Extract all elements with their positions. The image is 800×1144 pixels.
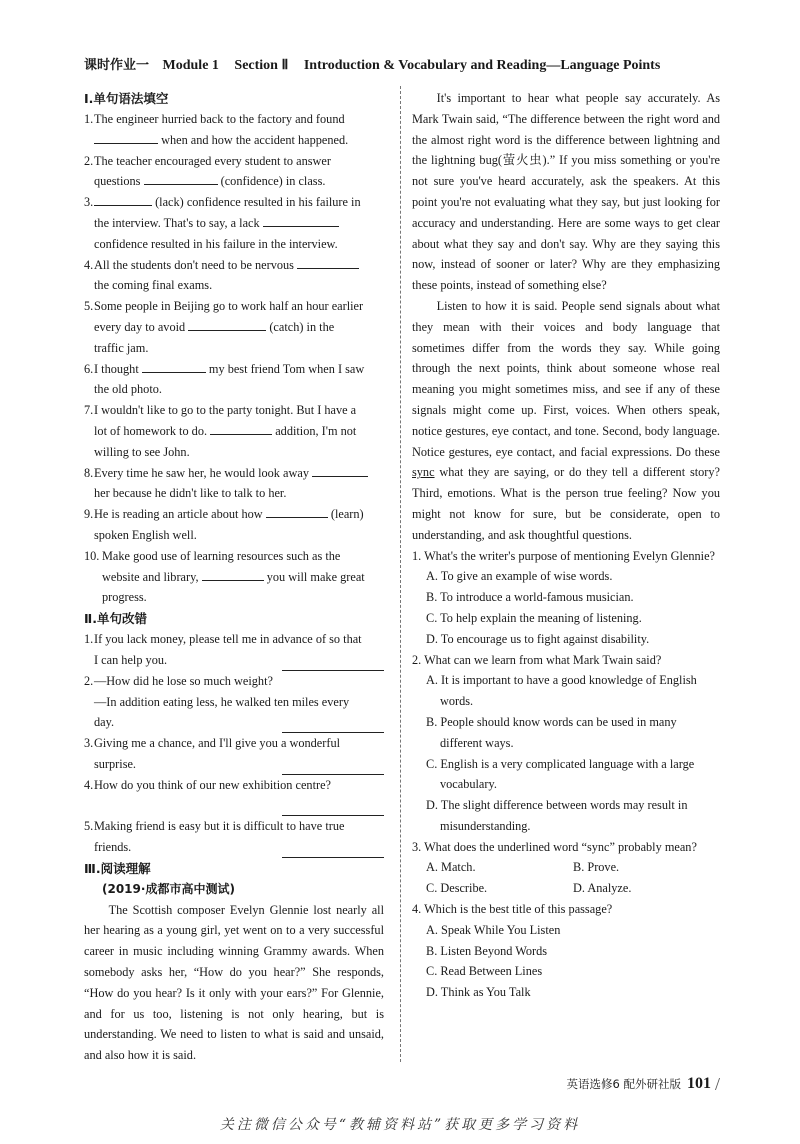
option-1b[interactable]: B. To introduce a world-famous musician. (426, 590, 634, 605)
question-4 (412, 899, 720, 920)
answer-blank[interactable] (297, 256, 359, 269)
p1-item-7 (84, 400, 384, 462)
item-number: 5. (84, 299, 94, 314)
part1-title: Ⅰ.单句语法填空 (84, 91, 169, 106)
p2-item-5 (84, 816, 384, 858)
item-text: How do you think of our new exhibition centre? (94, 777, 332, 792)
header-title: Introduction & Vocabulary and Reading—Language Points (303, 58, 661, 73)
p1-item-9 (84, 504, 384, 546)
answer-blank[interactable] (266, 505, 328, 518)
answer-blank[interactable] (263, 214, 339, 227)
p2-item-2 (84, 671, 384, 733)
underlined-word: sync (412, 465, 435, 480)
header-section: Section Ⅱ (234, 58, 289, 73)
item-text: I wouldn't like to go to the party tonight. But I have a (94, 403, 357, 418)
page-number: 101 (686, 1075, 711, 1092)
option-1c[interactable]: C. To help explain the meaning of listening. (426, 610, 642, 625)
p1-item-8 (84, 463, 384, 505)
item-text: The teacher encouraged every student to answer (94, 153, 331, 168)
item-number: 5. (84, 819, 94, 834)
option-2d[interactable]: D. The slight difference between words may result in misunderstanding. (426, 798, 688, 833)
options-3-row1 (412, 857, 720, 878)
option-4d[interactable]: D. Think as You Talk (426, 985, 531, 1000)
answer-blank[interactable] (210, 422, 272, 435)
answer-blank[interactable] (94, 131, 158, 144)
item-number: 8. (84, 465, 94, 480)
item-text: website and library, (102, 569, 199, 584)
item-number: 3. (84, 195, 94, 210)
option-1d[interactable]: D. To encourage us to fight against disability. (426, 631, 650, 646)
option-4c[interactable]: C. Read Between Lines (426, 964, 543, 979)
p1-item-3 (84, 192, 384, 254)
option-4b[interactable]: B. Listen Beyond Words (426, 943, 548, 958)
p2-item-3 (84, 733, 384, 775)
item-text: you will make great (266, 569, 365, 584)
item-text: —How did he lose so much weight? (94, 673, 273, 688)
item-text: Some people in Beijing go to work half an hour earlier (94, 299, 364, 314)
part2-title: Ⅱ.单句改错 (84, 611, 147, 627)
footer-slash: / (714, 1073, 720, 1094)
source-note: (2019·成都市高中测试) (102, 881, 235, 896)
item-text: the old photo. (94, 382, 162, 397)
item-number: 4. (84, 777, 94, 792)
item-text: Making friend is easy but it is difficult to have true (94, 819, 345, 834)
option-3a[interactable]: A. Match. (426, 860, 476, 875)
item-text: The engineer hurried back to the factory and found (94, 112, 345, 126)
p2-item-1 (84, 629, 384, 671)
passage-text: what they are saying, or do they tell a different story? Third, emotions. What is the person true feeling? Now you might not know for sure, but be considerate, open to understanding, and ask thoughtful questions. (412, 465, 721, 542)
item-text: He is reading an article about how (94, 507, 263, 522)
item-number: 2. (84, 673, 94, 688)
passage-paragraph-2: It's important to hear what people say accurately. As Mark Twain said, “The difference between the right word and the almost right word is the difference between lightning and the lightning bug(萤火虫).” If you miss something or you're not sure you've heard accurately, ask the speakers. At this point you're not evaluating what they say, but just looking for accuracy and understanding. Here are some ways to get clear about what they say and don't say. Why are they saying this now, instead of sooner or later? Why are they emphasizing these points, instead of something else? (412, 91, 720, 293)
item-number: 7. (84, 403, 94, 418)
page-footer (530, 1072, 720, 1096)
item-text: (lack) confidence resulted in his failure in (155, 195, 361, 210)
item-number: 3. (84, 736, 94, 751)
answer-blank[interactable] (144, 172, 218, 185)
answer-blank[interactable] (202, 568, 264, 581)
question-stem: 3. What does the underlined word “sync” probably mean? (412, 839, 697, 854)
item-text: my best friend Tom when I saw (208, 361, 365, 376)
item-number: 1. (84, 632, 94, 647)
question-stem: 4. Which is the best title of this passage? (412, 902, 613, 917)
p1-item-5 (84, 296, 384, 358)
item-text: (catch) in the (269, 319, 335, 334)
item-text: If you lack money, please tell me in advance of so that (94, 632, 362, 647)
option-2b[interactable]: B. People should know words can be used in many different ways. (426, 714, 677, 750)
item-text: addition, I'm not (275, 423, 357, 438)
column-divider (400, 86, 401, 1062)
item-text: every day to avoid (94, 319, 186, 334)
item-text: Every time he saw her, he would look away (94, 465, 309, 480)
watermark-text: 关注微信公众号“教辅资料站”获取更多学习资料 (219, 1117, 581, 1133)
option-2a[interactable]: A. It is important to have a good knowledge of English words. (426, 673, 697, 709)
question-2 (412, 650, 720, 671)
item-number: 4. (84, 257, 94, 272)
passage-paragraph-3 (412, 296, 720, 546)
passage-text: Listen to how it is said. People send signals about what they mean with their voices and body language that sometimes differ from the words they say. While going through the next points, think about someone whose real meaning you might sometimes miss, and see if any of these signals might come up. First, voices. When others speak, notice gestures, eye contact, and tone. Second, body language. Notice gestures, eye contact, and facial expressions. Do these (412, 298, 720, 459)
item-text: (learn) (330, 507, 364, 522)
item-text: Make good use of learning resources such as the (102, 548, 341, 563)
item-text: spoken English well. (94, 527, 197, 542)
answer-line[interactable] (282, 845, 384, 858)
item-text: I thought (94, 361, 139, 376)
answer-line[interactable] (282, 658, 384, 671)
item-text: questions (94, 174, 141, 189)
option-2c[interactable]: C. English is a very complicated language with a large vocabulary. (426, 756, 695, 792)
part3-title: Ⅲ.阅读理解 (84, 860, 151, 876)
p1-item-1 (84, 109, 384, 151)
item-text: day. (94, 715, 115, 730)
question-stem: 1. What's the writer's purpose of mentioning Evelyn Glennie? (412, 548, 716, 563)
item-text: willing to see John. (94, 444, 190, 459)
item-text: the interview. That's to say, a lack (94, 215, 260, 230)
item-text: All the students don't need to be nervous (94, 257, 294, 272)
p1-item-6 (84, 359, 384, 401)
item-text: —In addition eating less, he walked ten miles every (94, 694, 350, 709)
p1-item-4 (84, 255, 384, 297)
item-number: 1. (84, 112, 94, 126)
answer-blank[interactable] (312, 464, 368, 477)
p1-item-2 (84, 151, 384, 193)
answer-blank[interactable] (142, 360, 206, 373)
item-number: 6. (84, 361, 94, 376)
item-text: traffic jam. (94, 340, 149, 355)
item-text: I can help you. (94, 652, 168, 667)
item-text: Giving me a chance, and I'll give you a wonderful (94, 736, 341, 751)
question-stem: 2. What can we learn from what Mark Twain said? (412, 652, 662, 667)
p1-item-10 (84, 546, 384, 608)
item-text: when and how the accident happened. (161, 132, 349, 147)
item-text: lot of homework to do. (94, 423, 208, 438)
question-1 (412, 546, 720, 567)
question-3 (412, 837, 720, 858)
item-number: 2. (84, 153, 94, 168)
item-number: 9. (84, 507, 94, 522)
answer-line[interactable] (282, 803, 384, 816)
item-text: her because he didn't like to talk to her. (94, 486, 287, 501)
item-text: friends. (94, 840, 132, 855)
item-text: confidence resulted in his failure in the interview. (94, 236, 338, 251)
option-1a[interactable]: A. To give an example of wise words. (426, 569, 613, 584)
option-3b[interactable]: B. Prove. (573, 860, 620, 875)
answer-line[interactable] (282, 720, 384, 733)
answer-blank[interactable] (188, 318, 266, 331)
passage-paragraph-1: The Scottish composer Evelyn Glennie lost nearly all her hearing as a young girl, yet went on to a very successful career in music including winning Grammy awards. When somebody asks her, “How do you hear?” She responds, “How do you hear? Is it only with your ears?” For Glennie, and for us too, listening is not only hearing, but is understanding. We need to listen to what is said and unsaid, and also how it is said. (84, 902, 384, 1063)
header-module: Module 1 (162, 58, 219, 73)
footer-subject: 英语选修6 配外研社版 (566, 1077, 681, 1091)
item-text: (confidence) in class. (220, 174, 326, 189)
page-header (84, 54, 724, 74)
answer-line[interactable] (282, 762, 384, 775)
left-column (84, 88, 384, 1066)
option-3c[interactable]: C. Describe. (426, 881, 488, 896)
item-text: the coming final exams. (94, 278, 213, 293)
item-text: surprise. (94, 756, 137, 771)
option-3d[interactable]: D. Analyze. (573, 881, 632, 896)
options-3-row2 (412, 878, 720, 899)
answer-blank[interactable] (94, 193, 152, 206)
p2-item-4 (84, 775, 384, 817)
header-cn: 课时作业一 (84, 58, 150, 73)
item-number: 10. (84, 548, 100, 563)
right-column (412, 88, 720, 1003)
item-text: progress. (102, 590, 147, 605)
option-4a[interactable]: A. Speak While You Listen (426, 922, 561, 937)
